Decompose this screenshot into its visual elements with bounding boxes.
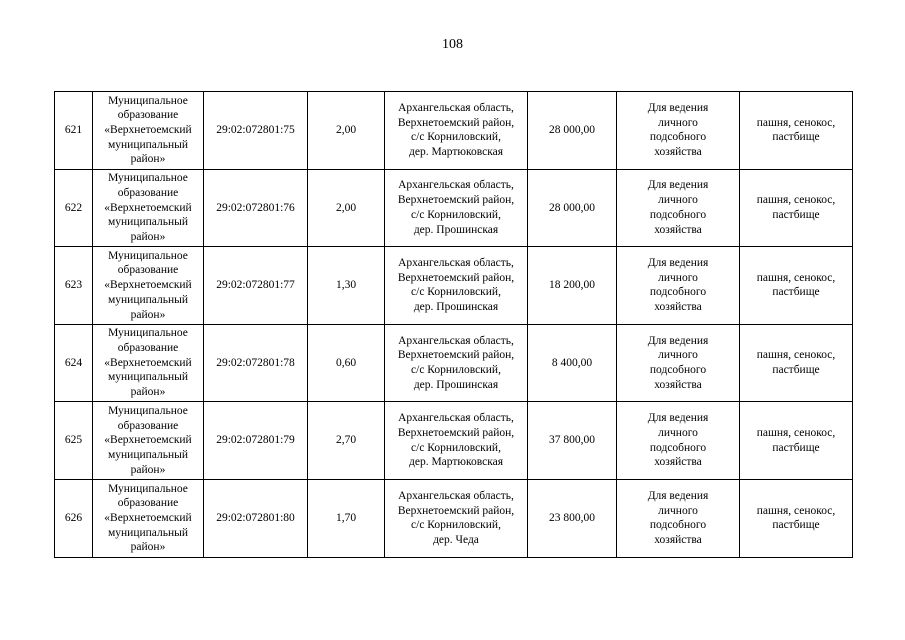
address-cell-line: Архангельская область,	[398, 257, 514, 270]
owner-cell-line: «Верхнетоемский	[104, 201, 192, 214]
land-use-cell	[740, 169, 853, 247]
owner-cell-line: муниципальный	[107, 371, 189, 384]
owner-cell-line: муниципальный	[107, 526, 189, 539]
land-use-cell-line: пастбище	[772, 208, 820, 221]
address-cell-line: дер. Прошинская	[413, 378, 499, 391]
area-cell: 2,00	[308, 92, 385, 170]
owner-cell-line: район»	[130, 153, 166, 166]
address-cell-line: Верхнетоемский район,	[397, 116, 515, 129]
address-cell-line: Верхнетоемский район,	[397, 426, 515, 439]
land-use-cell-line: пашня, сенокос,	[756, 349, 836, 362]
address-cell-line: Верхнетоемский район,	[397, 349, 515, 362]
land-use-cell-line: пастбище	[772, 519, 820, 532]
purpose-cell-line: хозяйства	[654, 301, 702, 314]
owner-cell-line: район»	[130, 541, 166, 554]
purpose-cell-line: хозяйства	[654, 146, 702, 158]
address-cell-line: Верхнетоемский район,	[397, 271, 515, 284]
owner-cell-line: образование	[117, 264, 179, 277]
area-cell: 1,30	[308, 247, 385, 325]
cadastral-number-cell: 29:02:072801:79	[204, 402, 308, 480]
owner-cell	[93, 324, 204, 402]
land-plots-table	[54, 91, 853, 558]
purpose-cell-line: личного	[658, 116, 698, 129]
price-cell: 28 000,00	[528, 169, 617, 247]
purpose-cell-line: Для ведения	[647, 489, 709, 502]
address-cell-line: дер. Мартюковская	[408, 146, 504, 158]
purpose-cell	[617, 92, 740, 170]
purpose-cell-line: подсобного	[649, 519, 707, 532]
address-cell-line: Архангельская область,	[398, 101, 514, 114]
land-use-cell	[740, 479, 853, 557]
purpose-cell	[617, 247, 740, 325]
cadastral-number-cell: 29:02:072801:75	[204, 92, 308, 170]
purpose-cell	[617, 479, 740, 557]
address-cell-line: с/с Корниловский,	[411, 441, 501, 454]
land-use-cell-line: пастбище	[772, 286, 820, 299]
owner-cell-line: муниципальный	[107, 216, 189, 229]
address-cell-line: Архангельская область,	[398, 334, 514, 347]
table-row	[55, 92, 853, 170]
row-number-cell: 626	[55, 479, 93, 557]
cadastral-number-cell: 29:02:072801:76	[204, 169, 308, 247]
row-number-cell: 623	[55, 247, 93, 325]
purpose-cell-line: Для ведения	[647, 257, 709, 270]
owner-cell-line: образование	[117, 342, 179, 355]
address-cell-line: Архангельская область,	[398, 179, 514, 192]
price-cell: 28 000,00	[528, 92, 617, 170]
land-use-cell-line: пашня, сенокос,	[756, 194, 836, 207]
price-cell: 8 400,00	[528, 324, 617, 402]
purpose-cell-line: хозяйства	[654, 223, 702, 236]
address-cell	[385, 92, 528, 170]
price-cell: 18 200,00	[528, 247, 617, 325]
land-use-cell-line: пашня, сенокос,	[756, 426, 836, 439]
purpose-cell-line: хозяйства	[654, 456, 702, 469]
purpose-cell-line: Для ведения	[647, 334, 709, 347]
address-cell	[385, 479, 528, 557]
address-cell-line: дер. Прошинская	[413, 301, 499, 314]
row-number-cell: 625	[55, 402, 93, 480]
owner-cell	[93, 402, 204, 480]
owner-cell-line: район»	[130, 308, 166, 321]
address-cell-line: Верхнетоемский район,	[397, 504, 515, 517]
owner-cell-line: Муниципальное	[108, 94, 188, 107]
address-cell-line: дер. Мартюковская	[408, 456, 504, 469]
address-cell-line: с/с Корниловский,	[411, 208, 501, 221]
area-cell: 0,60	[308, 324, 385, 402]
purpose-cell-line: подсобного	[649, 286, 707, 299]
area-cell: 2,00	[308, 169, 385, 247]
owner-cell-line: муниципальный	[107, 293, 189, 306]
purpose-cell-line: подсобного	[649, 208, 707, 221]
address-cell	[385, 402, 528, 480]
owner-cell	[93, 169, 204, 247]
area-cell: 1,70	[308, 479, 385, 557]
land-use-cell	[740, 92, 853, 170]
address-cell-line: с/с Корниловский,	[411, 519, 501, 532]
owner-cell-line: «Верхнетоемский	[104, 123, 192, 136]
land-use-cell-line: пашня, сенокос,	[756, 116, 836, 129]
land-use-cell-line: пашня, сенокос,	[756, 271, 836, 284]
owner-cell-line: образование	[117, 497, 179, 510]
purpose-cell-line: личного	[658, 194, 698, 207]
address-cell	[385, 247, 528, 325]
owner-cell	[93, 92, 204, 170]
address-cell-line: дер. Чеда	[433, 533, 479, 546]
row-number-cell: 622	[55, 169, 93, 247]
row-number-cell: 621	[55, 92, 93, 170]
owner-cell-line: Муниципальное	[108, 482, 188, 495]
land-use-cell	[740, 247, 853, 325]
land-use-cell-line: пастбище	[772, 441, 820, 454]
purpose-cell-line: Для ведения	[647, 179, 709, 192]
land-use-cell-line: пастбище	[772, 364, 820, 377]
table-row	[55, 324, 853, 402]
purpose-cell-line: хозяйства	[654, 533, 702, 546]
land-use-cell	[740, 402, 853, 480]
address-cell	[385, 324, 528, 402]
owner-cell-line: муниципальный	[107, 138, 189, 151]
purpose-cell-line: личного	[658, 349, 698, 362]
owner-cell-line: Муниципальное	[108, 249, 188, 262]
land-use-cell-line: пастбище	[772, 131, 820, 144]
purpose-cell-line: Для ведения	[647, 101, 709, 114]
owner-cell-line: Муниципальное	[108, 404, 188, 417]
owner-cell-line: образование	[117, 419, 179, 432]
purpose-cell	[617, 402, 740, 480]
address-cell	[385, 169, 528, 247]
owner-cell	[93, 479, 204, 557]
owner-cell-line: образование	[117, 186, 179, 199]
address-cell-line: дер. Прошинская	[413, 223, 499, 236]
purpose-cell-line: хозяйства	[654, 378, 702, 391]
table-row	[55, 169, 853, 247]
purpose-cell-line: подсобного	[649, 441, 707, 454]
owner-cell-line: муниципальный	[107, 449, 189, 462]
address-cell-line: с/с Корниловский,	[411, 364, 501, 377]
price-cell: 37 800,00	[528, 402, 617, 480]
owner-cell-line: район»	[130, 386, 166, 399]
owner-cell-line: Муниципальное	[108, 327, 188, 340]
purpose-cell-line: личного	[658, 504, 698, 517]
address-cell-line: с/с Корниловский,	[411, 131, 501, 144]
table-row	[55, 479, 853, 557]
purpose-cell-line: личного	[658, 271, 698, 284]
owner-cell	[93, 247, 204, 325]
page-number: 108	[442, 37, 463, 52]
address-cell-line: Архангельская область,	[398, 412, 514, 425]
owner-cell-line: «Верхнетоемский	[104, 434, 192, 447]
owner-cell-line: «Верхнетоемский	[104, 356, 192, 369]
owner-cell-line: «Верхнетоемский	[104, 511, 192, 524]
owner-cell-line: район»	[130, 230, 166, 243]
purpose-cell-line: подсобного	[649, 131, 707, 144]
table-row	[55, 247, 853, 325]
address-cell-line: с/с Корниловский,	[411, 286, 501, 299]
owner-cell-line: образование	[117, 109, 179, 122]
purpose-cell-line: подсобного	[649, 364, 707, 377]
purpose-cell	[617, 169, 740, 247]
cadastral-number-cell: 29:02:072801:78	[204, 324, 308, 402]
purpose-cell-line: личного	[658, 426, 698, 439]
owner-cell-line: Муниципальное	[108, 172, 188, 185]
area-cell: 2,70	[308, 402, 385, 480]
price-cell: 23 800,00	[528, 479, 617, 557]
land-use-cell-line: пашня, сенокос,	[756, 504, 836, 517]
row-number-cell: 624	[55, 324, 93, 402]
address-cell-line: Архангельская область,	[398, 489, 514, 502]
cadastral-number-cell: 29:02:072801:77	[204, 247, 308, 325]
owner-cell-line: район»	[130, 463, 166, 476]
land-use-cell	[740, 324, 853, 402]
purpose-cell	[617, 324, 740, 402]
purpose-cell-line: Для ведения	[647, 412, 709, 425]
cadastral-number-cell: 29:02:072801:80	[204, 479, 308, 557]
owner-cell-line: «Верхнетоемский	[104, 279, 192, 292]
table-row	[55, 402, 853, 480]
address-cell-line: Верхнетоемский район,	[397, 194, 515, 207]
table-body	[55, 92, 853, 558]
